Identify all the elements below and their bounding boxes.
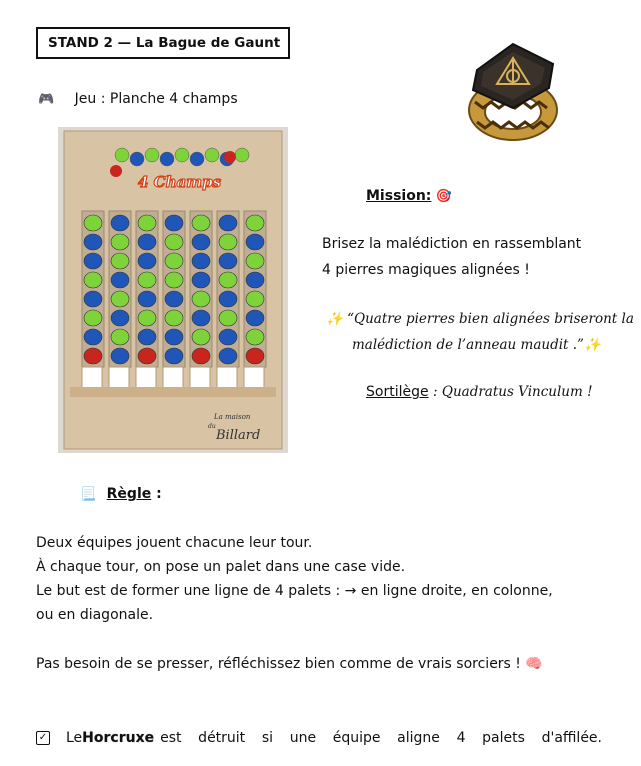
puck: [138, 272, 156, 288]
puck: [111, 215, 129, 231]
board-slot: [244, 367, 264, 389]
puck: [192, 253, 210, 269]
puck: [138, 291, 156, 307]
puck: [192, 310, 210, 326]
quote-line-1: ✨ “Quatre pierres bien alignées briseront la: [326, 311, 634, 327]
footer-text-after: est détruit si une équipe aligne 4 palets d'affilée.: [160, 730, 602, 746]
game-line: [38, 91, 238, 107]
puck: [246, 234, 264, 250]
puck: [219, 234, 237, 250]
rule-line-5: Pas besoin de se presser, réfléchissez bien comme de vrais sorciers ! 🧠: [36, 656, 543, 672]
puck: [111, 272, 129, 288]
quote-line-2: malédiction de l’anneau maudit .”✨: [352, 337, 601, 353]
puck: [192, 234, 210, 250]
board-slot: [109, 367, 129, 389]
puck: [192, 272, 210, 288]
ring-image: [457, 30, 569, 148]
puck: [165, 234, 183, 250]
puck: [138, 234, 156, 250]
rule-line-2: À chaque tour, on pose un palet dans une case vide.: [36, 559, 406, 575]
header-coin: [115, 148, 129, 162]
puck: [219, 272, 237, 288]
scroll-icon: 📃: [80, 487, 97, 502]
puck: [246, 310, 264, 326]
rule-line-4: ou en diagonale.: [36, 607, 154, 623]
header-coin: [235, 148, 249, 162]
puck: [138, 253, 156, 269]
puck: [165, 291, 183, 307]
puck: [84, 215, 102, 231]
puck: [219, 348, 237, 364]
board-slot: [163, 367, 183, 389]
page-title: STAND 2 — La Bague de Gaunt: [36, 27, 290, 59]
mission-heading: Mission:: [366, 188, 432, 204]
puck: [165, 272, 183, 288]
puck: [192, 291, 210, 307]
spell-text: : Quadratus Vinculum !: [433, 384, 593, 400]
puck: [138, 329, 156, 345]
puck: [246, 215, 264, 231]
board-slot: [190, 367, 210, 389]
spell-line: [366, 384, 593, 400]
puck: [192, 215, 210, 231]
puck: [111, 310, 129, 326]
puck: [84, 348, 102, 364]
footer-line: [36, 730, 602, 746]
puck: [111, 291, 129, 307]
puck: [219, 310, 237, 326]
rules-heading-suffix: :: [151, 486, 162, 502]
board-logo: 4 Champs: [138, 173, 222, 191]
puck: [165, 215, 183, 231]
header-coin: [160, 152, 174, 166]
board-slot: [136, 367, 156, 389]
puck: [219, 291, 237, 307]
puck: [246, 291, 264, 307]
header-coin: [110, 165, 122, 177]
puck: [246, 272, 264, 288]
puck: [111, 253, 129, 269]
mission-line-2: 4 pierres magiques alignées !: [322, 262, 530, 278]
puck: [165, 329, 183, 345]
target-icon: 🎯: [435, 189, 453, 204]
puck: [111, 234, 129, 250]
puck: [84, 234, 102, 250]
puck: [84, 272, 102, 288]
gamepad-icon: 🎮: [38, 92, 55, 107]
puck: [165, 348, 183, 364]
header-coin: [130, 152, 144, 166]
puck: [84, 291, 102, 307]
puck: [138, 215, 156, 231]
puck: [219, 253, 237, 269]
game-label: Jeu : Planche 4 champs: [74, 91, 238, 107]
board-slot: [82, 367, 102, 389]
puck: [219, 215, 237, 231]
footer-highlight: Horcruxe: [82, 730, 155, 746]
header-coin: [224, 151, 236, 163]
header-coin: [175, 148, 189, 162]
puck: [165, 310, 183, 326]
header-coin: [205, 148, 219, 162]
mission-line-1: Brisez la malédiction en rassemblant: [322, 236, 582, 252]
checkbox-icon: ✓: [36, 731, 50, 745]
puck: [165, 253, 183, 269]
mission-heading-line: [366, 188, 452, 204]
puck: [84, 253, 102, 269]
puck: [246, 329, 264, 345]
puck: [111, 329, 129, 345]
header-coin: [190, 152, 204, 166]
puck: [192, 329, 210, 345]
board-slot: [217, 367, 237, 389]
header-coin: [145, 148, 159, 162]
puck: [84, 329, 102, 345]
puck: [192, 348, 210, 364]
puck: [246, 253, 264, 269]
footer-text-before: Le: [66, 730, 83, 746]
puck: [246, 348, 264, 364]
puck: [138, 348, 156, 364]
board-brand-line1: La maison: [214, 413, 251, 421]
rule-line-1: Deux équipes jouent chacune leur tour.: [36, 535, 313, 551]
puck: [84, 310, 102, 326]
puck: [138, 310, 156, 326]
rules-heading-line: [80, 486, 162, 502]
board-game-photo: [58, 127, 288, 453]
spell-label: Sortilège: [366, 384, 429, 400]
board-brand-line2: du: [208, 423, 216, 430]
rules-heading: Règle: [106, 486, 152, 502]
rule-line-3: Le but est de former une ligne de 4 palets : → en ligne droite, en colonne,: [36, 583, 553, 599]
board-brand-line3: Billard: [216, 428, 261, 443]
puck: [219, 329, 237, 345]
puck: [111, 348, 129, 364]
